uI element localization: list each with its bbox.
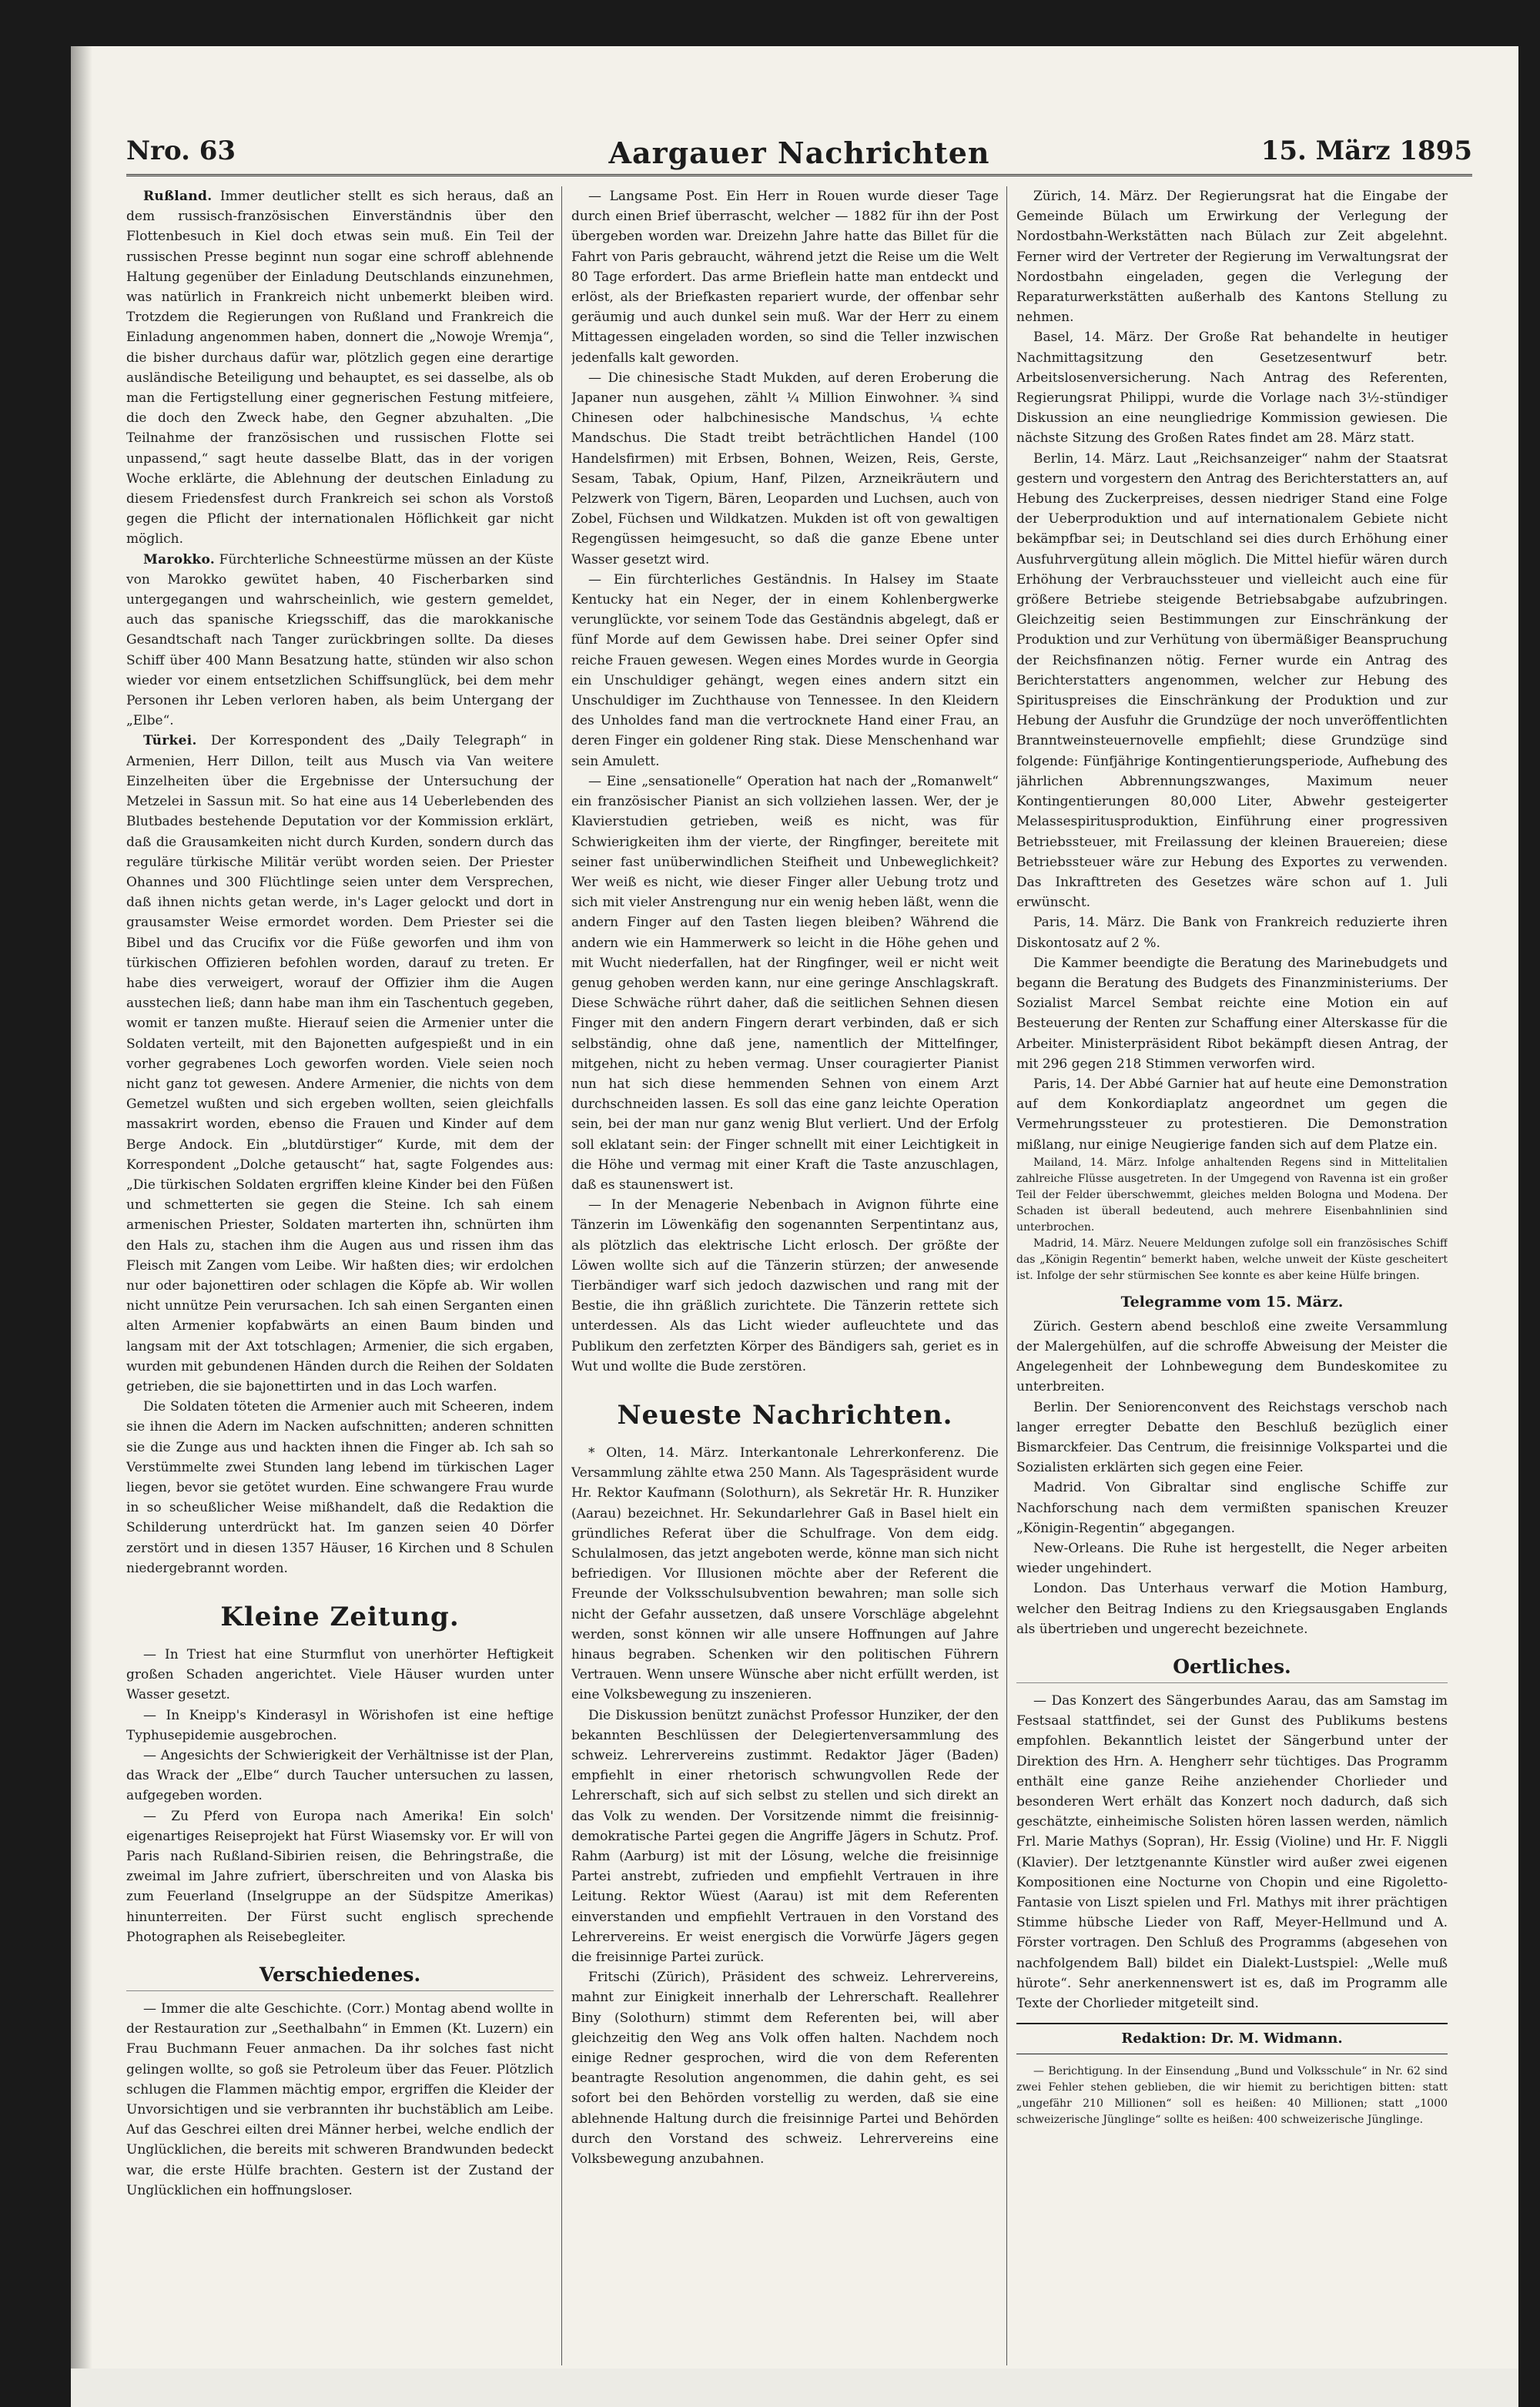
news-item: Madrid. Von Gibraltar sind englische Schiffe zur Nachforschung nach dem vermißten spanischen Kreuzer „Königin-Regentin“ abgegangen.	[1016, 1480, 1448, 1536]
column-2	[571, 186, 999, 2365]
news-item: London. Das Unterhaus verwarf die Motion Hamburg, welcher den Beitrag Indiens zu den Kriegsausgaben Englands als übertrieben und ungerecht bezeichnete.	[1016, 1581, 1448, 1637]
article-text: Immer deutlicher stellt es sich heraus, daß an dem russisch-französischen Einverständnis über den Flottenbesuch in Kiel doch etwas sein muß. Ein Teil der russischen Presse beginnt nun sogar eine schroff ablehnende Haltung gegenüber der Einladung Deutschlands einzunehmen, was natürlich in Frankreich nicht unbemerkt bleiben wird. Trotzdem die Regierungen von Rußland und Frankreich die Einladung angenommen haben, donnert die „Nowoje Wremja“, die bisher durchaus dafür war, plötzlich gegen eine derartige ausländische Beteiligung und behauptet, es sei dasselbe, als ob man die Fertigstellung einer gegnerischen Festung mitfeiere, die doch den Zweck habe, den Gegner abzuhalten. „Die Teilnahme der französischen und russischen Flotte sei unpassend,“ sagt heute dasselbe Blatt, das in der vorigen Woche erklärte, die Ablehnung der deutschen Einladung zu diesem Friedensfest durch Frankreich sei schon als Vorstoß gegen die Pflicht der internationalen Höflichkeit gar nicht möglich.	[126, 189, 554, 547]
news-item: Mailand, 14. März. Infolge anhaltenden Regens sind in Mittelitalien zahlreiche Flüsse ausgetreten. In der Umgegend von Ravenna ist ein großer Teil der Felder überschwemmt, gleiches melden Bologna und Modena. Der Schaden ist überall bedeutend, auch mehrere Eisenbahnlinien sind unterbrochen.	[1016, 1156, 1448, 1234]
news-item: Basel, 14. März. Der Große Rat behandelte in heutiger Nachmittagsitzung den Gesetzesentwurf betr. Arbeitslosenversicherung. Nach Antrag des Referenten, Regierungsrat Philippi, wurde die Vorlage nach 3½-stündiger Diskussion an eine neungliedrige Kommission gewiesen. Die nächste Sitzung des Großen Rates findet am 28. März statt.	[1016, 330, 1448, 447]
news-item: — Langsame Post. Ein Herr in Rouen wurde dieser Tage durch einen Brief überrascht, welcher — 1882 für ihn der Post übergeben worden war. Dreizehn Jahre hatte das Billet für die Fahrt von Paris gebraucht, während jetzt die Reise um die Welt 80 Tage erfordert. Das arme Brieflein hatte man entdeckt und erlöst, als der Briefkasten repariert wurde, der offenbar sehr geräumig und auch dunkel sein muß. War der Herr zu einem Mittagessen eingeladen worden, so sind die Teller inzwischen jedenfalls kalt geworden.	[571, 189, 999, 366]
news-item: — Angesichts der Schwierigkeit der Verhältnisse ist der Plan, das Wrack der „Elbe“ durch Taucher untersuchen zu lassen, aufgegeben worden.	[126, 1748, 554, 1804]
article-lead: Marokko.	[143, 551, 216, 567]
newspaper-title: Aargauer Nachrichten	[608, 136, 990, 170]
news-item: Die Diskussion benützt zunächst Professor Hunziker, der den bekannten Beschlüssen der Delegiertenversammlung des schweiz. Lehrervereins zustimmt. Redaktor Jäger (Baden) empfiehlt in einer rhetorisch schwungvollen Rede der Lehrerschaft, sich auf sich selbst zu stellen und sich direkt an das Volk zu wenden. Der Vorsitzende nimmt die freisinnig-demokratische Partei gegen die Angriffe Jägers in Schutz. Prof. Rahm (Aarburg) ist mit der Lösung, welche die freisinnige Partei anstrebt, zufrieden und empfiehlt Vertrauen in ihre Leitung. Rektor Wüest (Aarau) ist mit dem Referenten einverstanden und empfiehlt Vertrauen in den Vorstand des Lehrervereins. Er weist energisch die Vorwürfe Jägers gegen die freisinnige Partei zurück.	[571, 1707, 999, 1966]
news-item: — In der Menagerie Nebenbach in Avignon führte eine Tänzerin im Löwenkäfig den sogenannten Serpentintanz aus, als plötzlich das elektrische Licht erlosch. Der größte der Löwen wollte sich auf die Tänzerin stürzen; der anwesende Tierbändiger warf sich jedoch dazwischen und rang mit der Bestie, die ihn gräßlich zurichtete. Die Tänzerin rettete sich unterdessen. Als das Licht wieder aufleuchtete und das Publikum den zerfetzten Körper des Bändigers sah, geriet es in Wut und wollte die Bude zerstören.	[571, 1197, 999, 1374]
news-item: Paris, 14. März. Die Bank von Frankreich reduzierte ihren Diskontosatz auf 2 %.	[1016, 915, 1448, 951]
section-heading-neueste-nachrichten: Neueste Nachrichten.	[617, 1399, 953, 1431]
news-item: Fritschi (Zürich), Präsident des schweiz. Lehrervereins, mahnt zur Einigkeit innerhalb der Lehrerschaft. Reallehrer Biny (Solothurn) stimmt dem Referenten bei, will aber gleichzeitig den Weg ans Volk offen halten. Nachdem noch einige Redner gesprochen, wird die von dem Referenten beantragte Resolution angenommen, die dahin geht, es sei sofort bei den Behörden vorstellig zu werden, daß sie eine ablehnende Haltung durch die freisinnige Partei und Behörden durch den Vorstand des schweiz. Lehrervereins eine Volksbewegung anzubahnen.	[571, 1970, 999, 2168]
news-item: New-Orleans. Die Ruhe ist hergestellt, die Neger arbeiten wieder ungehindert.	[1016, 1540, 1448, 1577]
section-heading-telegramme: Telegramme vom 15. März.	[1120, 1293, 1344, 1311]
column-3	[1016, 186, 1448, 2365]
newspaper-page	[71, 46, 1518, 2407]
masthead	[126, 131, 1472, 176]
section-heading-kleine-zeitung: Kleine Zeitung.	[220, 1602, 460, 1633]
article-paragraph: Die Soldaten töteten die Armenier auch mit Scheeren, indem sie ihnen die Adern im Nacken aufschnitten; anderen schnitten sie die Zunge aus und hackten ihnen die Finger ab. Ich sah so Verstümmelte zwei Stunden lang lebend im türkischen Lager liegen, bevor sie getötet wurden. Eine schwangere Frau wurde in so scheußlicher Weise mißhandelt, daß die Redaktion die Schilderung unterdrückt hat. Im ganzen seien 40 Dörfer zerstört und in diesen 1357 Häuser, 16 Kirchen und 8 Schulen niedergebrannt worden.	[126, 1399, 554, 1576]
section-heading-oertliches: Oertliches.	[1016, 1655, 1448, 1683]
column-1	[126, 186, 554, 2365]
news-item: — Die chinesische Stadt Mukden, auf deren Eroberung die Japaner nun ausgehen, zählt ¼ Million Einwohner. ¾ sind Chinesen oder halbchinesische Mandschus, ¼ echte Mandschus. Die Stadt treibt beträchtlichen Handel (100 Handelsfirmen) mit Erbsen, Bohnen, Weizen, Reis, Gerste, Sesam, Tabak, Opium, Hanf, Pilzen, Arzneikräutern und Pelzwerk von Tigern, Bären, Leoparden und Luchsen, auch von Zobel, Füchsen und Wildkatzen. Mukden ist oft von gewaltigen Regengüssen heimgesucht, so daß die ganze Ebene unter Wasser gesetzt wird.	[571, 370, 999, 567]
article-marokko	[126, 550, 554, 731]
article-text: Fürchterliche Schneestürme müssen an der Küste von Marokko gewütet haben, 40 Fischerbarken sind untergegangen und wahrscheinlich, wie gestern gemeldet, auch das spanische Kriegsschiff, das die marokkanische Gesandtschaft nach Tanger zurückbringen sollte. Da dieses Schiff über 400 Mann Besatzung hatte, stünden wir also schon wieder vor einem entsetzlichen Schiffsunglück, bei dem mehr Personen ihr Leben verloren haben, als beim Untergang der „Elbe“.	[126, 551, 554, 729]
news-item: Berlin, 14. März. Laut „Reichsanzeiger“ nahm der Staatsrat gestern und vorgestern den Antrag des Berichterstatters an, auf Hebung des Zuckerpreises, dessen niedriger Stand eine Folge der Ueberproduktion und auf internationalem Gebiete nicht bekämpfbar sei; in Deutschland sei dies durch Erhöhung einer Ausfuhrvergütung allein möglich. Die Mittel hiefür wären durch Erhöhung der Verbrauchssteuer und vielleicht auch eine für größere Betriebe steigende Betriebsabgabe aufzubringen. Gleichzeitig seien Bestimmungen zur Einschränkung der Produktion und zur Verhütung von übermäßiger Beanspruchung der Reichsfinanzen nötig. Ferner wurde ein Antrag des Berichterstatters angenommen, welcher zur Hebung des Spirituspreises die Einschränkung der Produktion und zur Hebung der Ausfuhr die Grundzüge der noch unveröffentlichten Branntweinsteuernovelle empfiehlt; diese Grundzüge sind folgende: Fünfjährige Kontingentierungsperiode, Aufhebung des jährlichen Abbrennungszwanges, Maximum neuer Kontingentierungen 80,000 Liter, Abwehr gesteigerter Melassespiritusproduktion, Einführung einer progressiven Betriebssteuer, mit Freilassung der kleinen Brauereien; diese Betriebssteuer wäre zur Hebung des Exportes zu verwenden. Das Inkrafttreten des Gesetzes wäre schon auf 1. Juli erwünscht.	[1016, 450, 1448, 911]
news-item: Zürich. Gestern abend beschloß eine zweite Versammlung der Malergehülfen, auf die schroffe Abweisung der Meister die Angelegenheit der Lohnbewegung dem Bundeskomitee zu unterbreiten.	[1016, 1318, 1448, 1395]
news-item: — Zu Pferd von Europa nach Amerika! Ein solch' eigenartiges Reiseprojekt hat Fürst Wiasemsky vor. Er will von Paris nach Rußland-Sibirien reisen, die Behringstraße, die zweimal im Jahre zufriert, überschreiten und von Alaska bis zum Feuerland (Inselgruppe an der Südspitze Amerikas) hinunterreiten. Der Fürst sucht englisch sprechende Photographen als Reisebegleiter.	[126, 1808, 554, 1945]
news-item: — Immer die alte Geschichte. (Corr.) Montag abend wollte in der Restauration zur „Seethalbahn“ in Emmen (Kt. Luzern) ein Frau Buchmann Feuer anmachen. Da ihr solches fast nicht gelingen wollte, so goß sie Petroleum über das Feuer. Plötzlich schlugen die Flammen mächtig empor, ergriffen die Kleider der Unvorsichtigen und sie verbrannten ihr buchstäblich am Leibe. Auf das Geschrei eilten drei Männer herbei, welche endlich der Unglücklichen, die bereits mit schweren Brandwunden bedeckt war, die erste Hülfe brachten. Gestern ist der Zustand der Unglücklichen ein hoffnungsloser.	[126, 2001, 554, 2198]
issue-number: Nro. 63	[126, 136, 236, 166]
article-tuerkei	[126, 731, 554, 1397]
news-item: — In Kneipp's Kinderasyl in Wörishofen ist eine heftige Typhusepidemie ausgebrochen.	[126, 1707, 554, 1743]
news-item: Madrid, 14. März. Neuere Meldungen zufolge soll ein französisches Schiff das „Königin Regentin“ bemerkt haben, welche unweit der Küste gescheitert ist. Infolge der sehr stürmischen See konnte es aber keine Hülfe bringen.	[1016, 1237, 1448, 1282]
page-bottom-margin	[71, 2369, 1518, 2407]
article-lead: Türkei.	[143, 733, 197, 749]
news-item: — Eine „sensationelle“ Operation hat nach der „Romanwelt“ ein französischer Pianist an sich vollziehen lassen. Wer, der je Klavierstudien getrieben, weiß es nicht, was für Schwierigkeiten ihm der vierte, der Ringfinger, bereitete mit seiner fast unüberwindlichen Steifheit und Unbeweglichkeit? Wer weiß es nicht, wie dieser Finger aller Uebung trotz und sich mit vieler Anstrengung nur ein wenig heben läßt, wenn die andern Finger auf den Tasten liegen bleiben? Während die andern wie ein Hammerwerk so leicht in die Höhe gehen und mit Wucht niederfallen, hat der Ringfinger, weil er nicht weit genug gehoben werden kann, nur eine geringe Anschlagskraft. Diese Schwäche rührt daher, daß die seitlichen Sehnen diesen Finger mit den andern Fingern derart verbinden, daß er sich selbständig, ohne daß jene, namentlich der Mittelfinger, mitgehen, nicht zu heben vermag. Unser couragierter Pianist nun hat sich diese hemmenden Sehnen von einem Arzt durchschneiden lassen. Es soll das eine ganz leichte Operation sein, bei der man nur ganz wenig Blut verliert. Und der Erfolg soll eklatant sein: der Finger schnellt mit einer Leichtigkeit in die Höhe und vermag mit einer Kraft die Taste anzuschlagen, daß es staunenswert ist.	[571, 773, 999, 1193]
section-heading-verschiedenes: Verschiedenes.	[126, 1963, 554, 1991]
news-item: * Olten, 14. März. Interkantonale Lehrerkonferenz. Die Versammlung zählte etwa 250 Mann. Als Tagespräsident wurde Hr. Rektor Kaufmann (Solothurn), als Sekretär Hr. R. Hunziker (Aarau) bezeichnet. Hr. Sekundarlehrer Gaß in Basel hielt ein gründliches Referat über die Schulfrage. Von dem eidg. Schulalmosen, das jetzt angeboten werde, könne man sich nicht befriedigen. Vor Illusionen möchte aber der Referent die Freunde der Volksschulsubvention bewahren; man solle sich nicht der Gefahr aussetzen, daß unsere Vorschläge abgelehnt werden, sonst können wir alle unsere Hoffnungen auf Jahre hinaus begraben. Schenken wir den politischen Führern Vertrauen. Wenn unsere Wünsche aber nicht erfüllt werden, ist eine Volksbewegung zu inszenieren.	[571, 1445, 999, 1703]
news-item: Zürich, 14. März. Der Regierungsrat hat die Eingabe der Gemeinde Bülach um Erwirkung der Verlegung der Nordostbahn-Werkstätten nach Bülach zur Zeit abgelehnt. Ferner wird der Vertreter der Regierung im Verwaltungsrat der Nordostbahn eingeladen, gegen die Verlegung der Reparaturwerkstätten außerhalb des Kantons Stellung zu nehmen.	[1016, 189, 1448, 326]
news-item: — Das Konzert des Sängerbundes Aarau, das am Samstag im Festsaal stattfindet, sei der Gunst des Publikums bestens empfohlen. Bekanntlich leistet der Sängerbund unter der Direktion des Hrn. A. Hengherr sehr tüchtiges. Das Programm enthält eine ganze Reihe anziehender Chorlieder und besonderen Wert erhält das Konzert noch dadurch, daß sich geschätzte, einheimische Solisten hören lassen werden, nämlich Frl. Marie Mathys (Sopran), Hr. Essig (Violine) und Hr. F. Niggli (Klavier). Der letztgenannte Künstler wird außer zwei eigenen Kompositionen eine Nocturne von Chopin und eine Rigoletto-Fantasie von Liszt spielen und Frl. Mathys mit ihrer prächtigen Stimme hübsche Lieder von Raff, Meyer-Hellmund und A. Förster vortragen. Den Schluß des Programms (abgesehen von nachfolgendem Ball) bildet ein Dialekt-Lustspiel: „Welle muß hürote“. Sehr anerkennenswert ist es, daß im Programm alle Texte der Chorlieder mitgeteilt sind.	[1016, 1693, 1448, 2012]
article-lead: Rußland.	[143, 189, 213, 204]
correction-notice: — Berichtigung. In der Einsendung „Bund und Volksschule“ in Nr. 62 sind zwei Fehler stehen geblieben, die wir hiemit zu berichtigen bitten: statt „ungefähr 210 Millionen“ soll es heißen: 40 Millionen; statt „1000 schweizerische Jünglinge“ sollte es heißen: 400 schweizerische Jünglinge.	[1016, 2065, 1448, 2127]
news-item: Paris, 14. Der Abbé Garnier hat auf heute eine Demonstration auf dem Konkordiaplatz angeordnet um gegen die Vermehrungssteuer zu protestieren. Die Demonstration mißlang, nur einige Neugierige fanden sich auf dem Platze ein.	[1016, 1076, 1448, 1153]
news-item: Berlin. Der Seniorenconvent des Reichstags verschob nach langer erregter Debatte den Beschluß bezüglich einer Bismarckfeier. Das Centrum, die freisinnige Volkspartei und die Sozialisten erklärten sich gegen eine Feier.	[1016, 1399, 1448, 1476]
issue-date: 15. März 1895	[1260, 136, 1472, 166]
news-item: — In Triest hat eine Sturmflut von unerhörter Heftigkeit großen Schaden angerichtet. Viele Häuser wurden unter Wasser gesetzt.	[126, 1647, 554, 1703]
news-item: — Ein fürchterliches Geständnis. In Halsey im Staate Kentucky hat ein Neger, der in einem Kohlenbergwerke verunglückte, vor seinem Tode das Geständnis abgelegt, daß er fünf Morde auf dem Gewissen habe. Drei seiner Opfer sind reiche Frauen gewesen. Wegen eines Mordes wurde in Georgia ein Unschuldiger gehängt, wegen eines andern sitzt ein Unschuldiger im Zuchthause von Tennessee. In den Kleidern des Unholdes fand man die vertrocknete Hand einer Frau, an deren Finger ein goldener Ring stak. Diese Menschenhand war sein Amulett.	[571, 571, 999, 769]
article-russland	[126, 186, 554, 550]
column-divider	[1006, 186, 1007, 2365]
article-text: Der Korrespondent des „Daily Telegraph“ in Armenien, Herr Dillon, teilt aus Musch via Van weitere Einzelheiten über die Ergebnisse der Untersuchung der Metzelei in Sassun mit. So hat eine aus 14 Ueberlebenden des Blutbades bestehende Deputation vor der Kommission erklärt, daß die Grausamkeiten nicht durch Kurden, sondern durch das reguläre türkische Militär verübt worden seien. Der Priester Ohannes und 300 Flüchtlinge seien unter dem Versprechen, daß ihnen nichts getan werde, in's Lager gelockt und dort in grausamster Weise ermordet worden. Dem Priester sei die Bibel und das Crucifix vor die Füße geworfen und ihm von türkischen Offizieren befohlen worden, darauf zu treten. Er habe dies verweigert, worauf der Offizier ihm die Augen ausstechen ließ; dann habe man ihm ein Taschentuch gegeben, womit er tanzen mußte. Hierauf seien die Armenier unter die Soldaten verteilt, mit den Bajonetten aufgespießt und in ein vorher gegrabenes Loch geworfen worden. Viele seien noch nicht ganz tot gewesen. Andere Armenier, die nichts von dem Gemetzel wußten und sich ergeben wollten, seien gleichfalls massakrirt worden, ebenso die Frauen und Kinder auf dem Berge Andock. Ein „blutdürstiger“ Kurde, mit dem der Korrespondent „Dolche getauscht“ hat, sagte Folgendes aus: „Die türkischen Soldaten ergriffen kleine Kinder bei den Füßen und schmetterten sie gegen die Steine. Ich sah einem armenischen Priester, Soldaten marterten ihn, schnürten ihm den Hals zu, stachen ihm die Augen aus und rissen ihm das Fleisch mit Zangen vom Leibe. Wir haßten dies; wir erdolchen nur oder bajonettiren oder schlagen die Köpfe ab. Wir wollen nicht unnütze Pein verursachen. Ich sah einen Serganten einen alten Armenier kopfabwärts an einen Baum binden und langsam mit der Axt totschlagen; Armenier, die sich ergaben, wurden mit gebundenen Händen durch die Reihen der Soldaten getrieben, die sie bajonettirten und in das Loch warfen.	[126, 733, 554, 1394]
column-divider	[561, 186, 562, 2365]
news-item: Die Kammer beendigte die Beratung des Marinebudgets und begann die Beratung des Budgets des Finanzministeriums. Der Sozialist Marcel Sembat reichte eine Motion ein auf Besteuerung der Renten zur Schaffung einer Alterskasse für die Arbeiter. Ministerpräsident Ribot bekämpft diesen Antrag, der mit 296 gegen 218 Stimmen verworfen wird.	[1016, 955, 1448, 1072]
editor-credit: Redaktion: Dr. M. Widmann.	[1016, 2023, 1448, 2054]
